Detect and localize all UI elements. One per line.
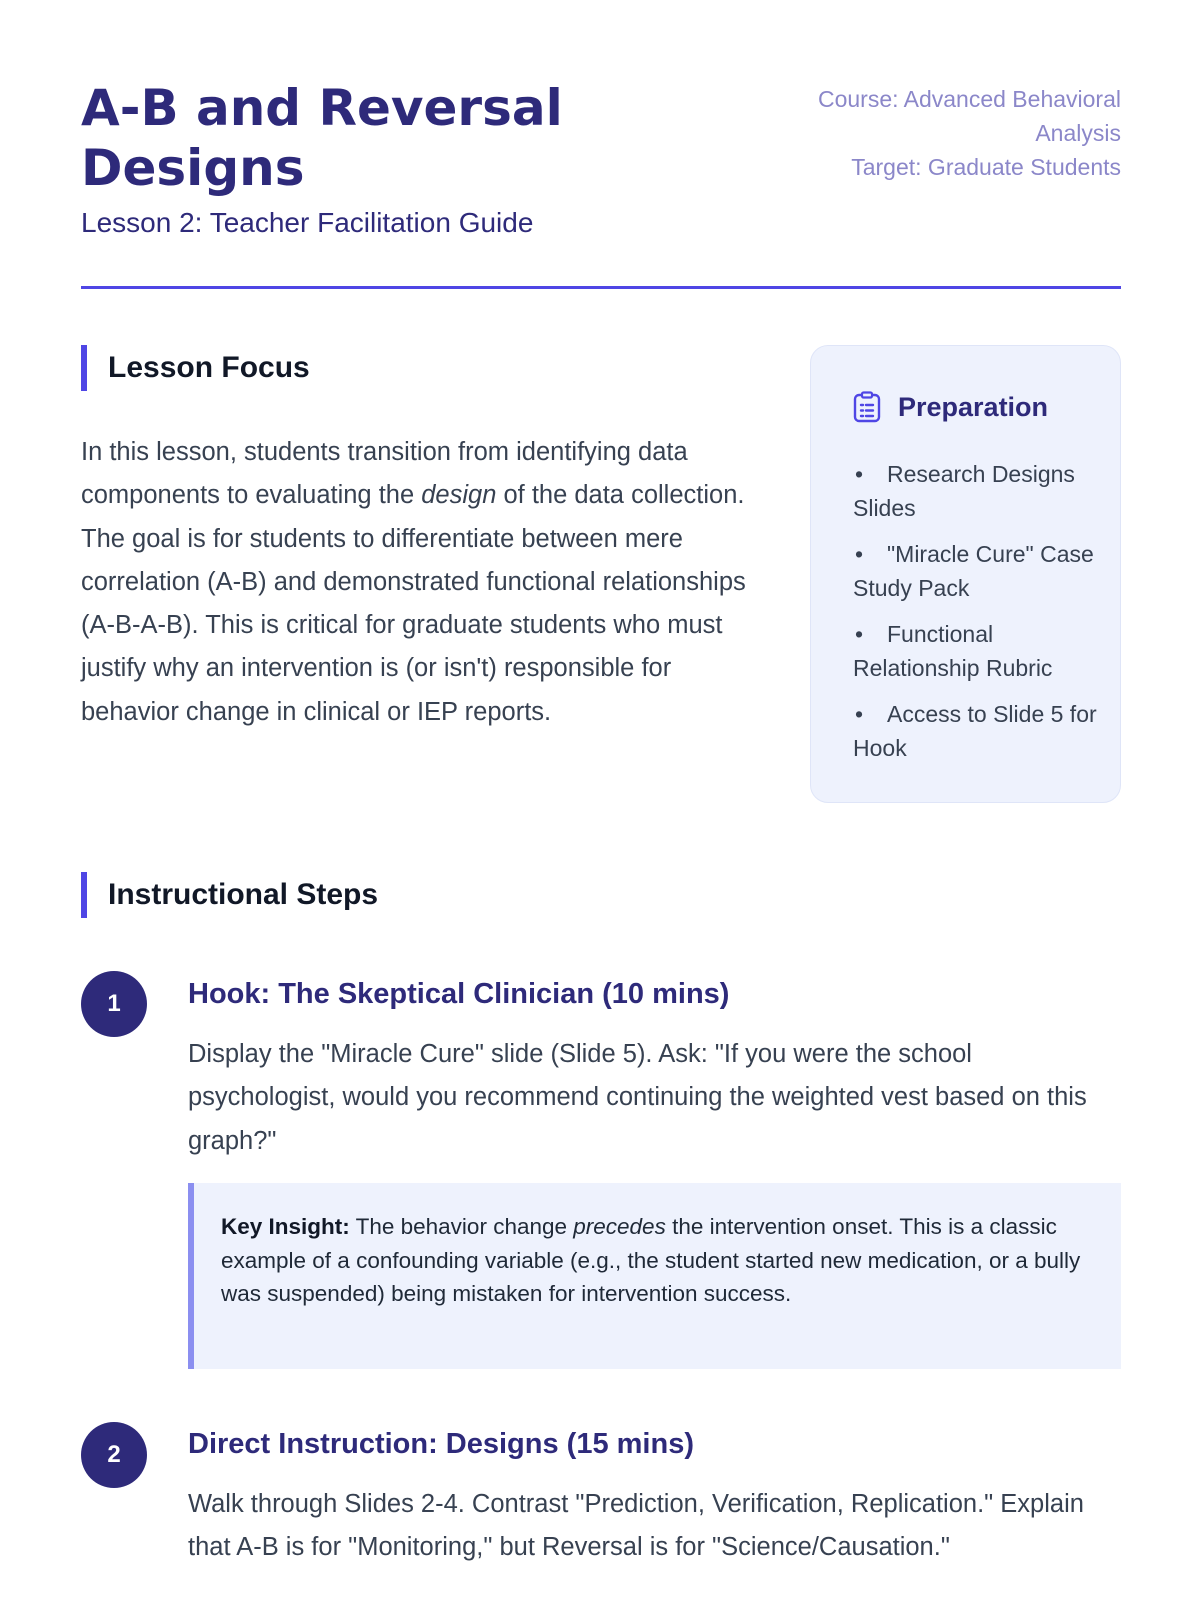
instructional-steps-heading: Instructional Steps bbox=[81, 872, 781, 918]
step-title: Direct Instruction: Designs (15 mins) bbox=[188, 1428, 694, 1460]
bullet-icon: • bbox=[855, 541, 864, 567]
lesson-focus-text bbox=[81, 431, 761, 734]
key-insight-callout bbox=[188, 1183, 1121, 1369]
header-divider bbox=[81, 286, 1121, 289]
key-insight-label: Key Insight: bbox=[221, 1214, 350, 1239]
bullet-icon: • bbox=[855, 621, 864, 647]
bullet-icon: • bbox=[855, 461, 864, 487]
step-title: Hook: The Skeptical Clinician (10 mins) bbox=[188, 978, 730, 1010]
target-label: Target: Graduate Students bbox=[851, 154, 1121, 180]
preparation-panel bbox=[810, 345, 1121, 803]
preparation-item: • Functional Relationship Rubric bbox=[853, 618, 1098, 685]
preparation-item: • Research Designs Slides bbox=[853, 458, 1098, 525]
step-description: Walk through Slides 2-4. Contrast "Prediction, Verification, Replication." Explain that A-B is for "Monitoring," but Reversal is for "Science/Causation." bbox=[188, 1490, 1084, 1562]
preparation-item: • "Miracle Cure" Case Study Pack bbox=[853, 538, 1098, 605]
step-description: Display the "Miracle Cure" slide (Slide 5). Ask: "If you were the school psychologist, would you recommend continuing the weighted vest based on this graph?" bbox=[188, 1040, 1087, 1155]
bullet-icon: • bbox=[855, 701, 864, 727]
course-label: Course: Advanced Behavioral Analysis bbox=[817, 86, 1121, 146]
page-subtitle: Lesson 2: Teacher Facilitation Guide bbox=[81, 207, 534, 238]
preparation-title: Preparation bbox=[898, 392, 1049, 422]
insight-text-part: The behavior change bbox=[349, 1214, 574, 1239]
step-number-badge: 1 bbox=[81, 971, 147, 1037]
page-title: A-B and Reversal Designs bbox=[81, 79, 563, 197]
focus-text-emphasis: design bbox=[421, 481, 497, 510]
insight-text-part: the intervention onset. This is a classic example of a confounding variable (e.g., the student started new medication, or a bully was suspended) being mistaken for intervention success. bbox=[221, 1214, 1081, 1306]
preparation-list bbox=[853, 458, 1098, 778]
preparation-item: • Access to Slide 5 for Hook bbox=[853, 698, 1098, 765]
focus-text-part: of the data collection. The goal is for students to differentiate between mere correlation (A-B) and demonstrated functional relationships (A-B-A-B). This is critical for graduate students who must justify why an intervention is (or isn't) responsible for behavior change in clinical or IEP reports. bbox=[81, 481, 746, 726]
insight-text-emphasis: precedes bbox=[573, 1214, 666, 1239]
course-meta bbox=[761, 82, 1121, 184]
focus-text-part: In this lesson, students transition from identifying data components to evaluating the bbox=[81, 438, 688, 510]
lesson-focus-heading: Lesson Focus bbox=[81, 345, 781, 391]
clipboard-list-icon bbox=[853, 391, 881, 423]
preparation-header bbox=[853, 390, 1048, 424]
step-number-badge: 2 bbox=[81, 1422, 147, 1488]
